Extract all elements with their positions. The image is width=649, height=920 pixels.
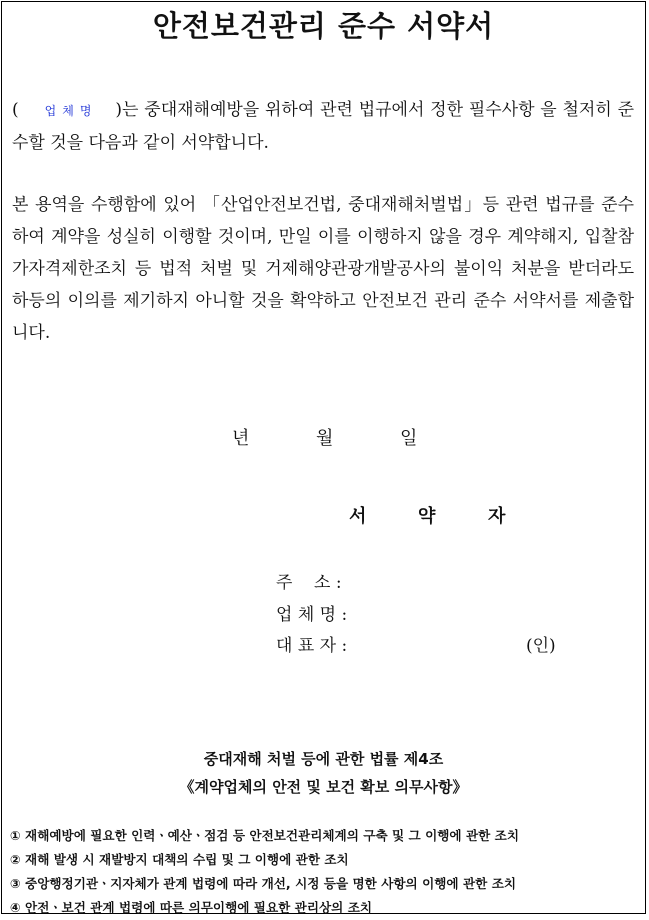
pledger-char-2: 약 — [418, 506, 436, 527]
list-item: ④ 안전ㆍ보건 관계 법령에 따른 의무이행에 필요한 관리상의 조치 — [10, 900, 373, 915]
pledger-char-3: 자 — [488, 506, 506, 527]
date-day: 일 — [400, 428, 418, 449]
list-item: ① 재해예방에 필요한 인력ㆍ예산ㆍ점검 등 안전보건관리체계의 구축 및 그 이행에 관한 조치 — [10, 828, 520, 843]
law-subtitle: 《계약업체의 안전 및 보건 확보 의무사항》 — [179, 778, 468, 796]
address-row — [276, 568, 371, 593]
list-item: ② 재해 발생 시 재발방지 대책의 수립 및 그 이행에 관한 조치 — [10, 852, 349, 867]
company-row — [276, 600, 371, 625]
company-name-blank[interactable]: 업체명 — [44, 104, 98, 118]
obligations-list — [10, 824, 645, 920]
date-month: 월 — [316, 428, 334, 449]
document-title: 안전보건관리 준수 서약서 — [152, 9, 495, 43]
date-line — [2, 424, 645, 454]
representative-label: 대 표 자 : — [276, 636, 348, 656]
pledge-document — [1, 1, 646, 914]
list-item: ③ 중앙행정기관ㆍ지자체가 관계 법령에 따라 개선, 시정 등을 명한 사항의 이행에 관한 조치 — [10, 876, 517, 891]
date-year: 년 — [232, 428, 250, 449]
pledger-char-1: 서 — [349, 506, 367, 527]
seal-mark: (인) — [526, 636, 556, 656]
main-paragraph: 본 용역을 수행함에 있어 「산업안전보건법, 중대재해처벌법」등 관련 법규를 준수하여 계약을 성실히 이행할 것이며, 만일 이를 이행하지 않을 경우 계약해지, 입찰참가자격제한조치 등 법적 처벌 및 거제해양관광개발공사의 불이익 처분을 받더라도 하등의 이의를 제기하지 아니할 것을 확약하고 안전보건 관리 준수 서약서를 제출합니다. — [12, 195, 634, 343]
intro-paragraph — [12, 94, 634, 159]
representative-row — [276, 631, 371, 656]
address-label: 주 소 : — [276, 573, 342, 593]
paren-open: ( — [12, 100, 19, 120]
intro-text: )는 중대재해예방을 위하여 관련 법규에서 정한 필수사항 을 철저히 준수할 것을 다음과 같이 서약합니다. — [12, 100, 634, 153]
company-label: 업 체 명 : — [276, 605, 348, 625]
law-title: 중대재해 처벌 등에 관한 법률 제4조 — [203, 750, 444, 768]
